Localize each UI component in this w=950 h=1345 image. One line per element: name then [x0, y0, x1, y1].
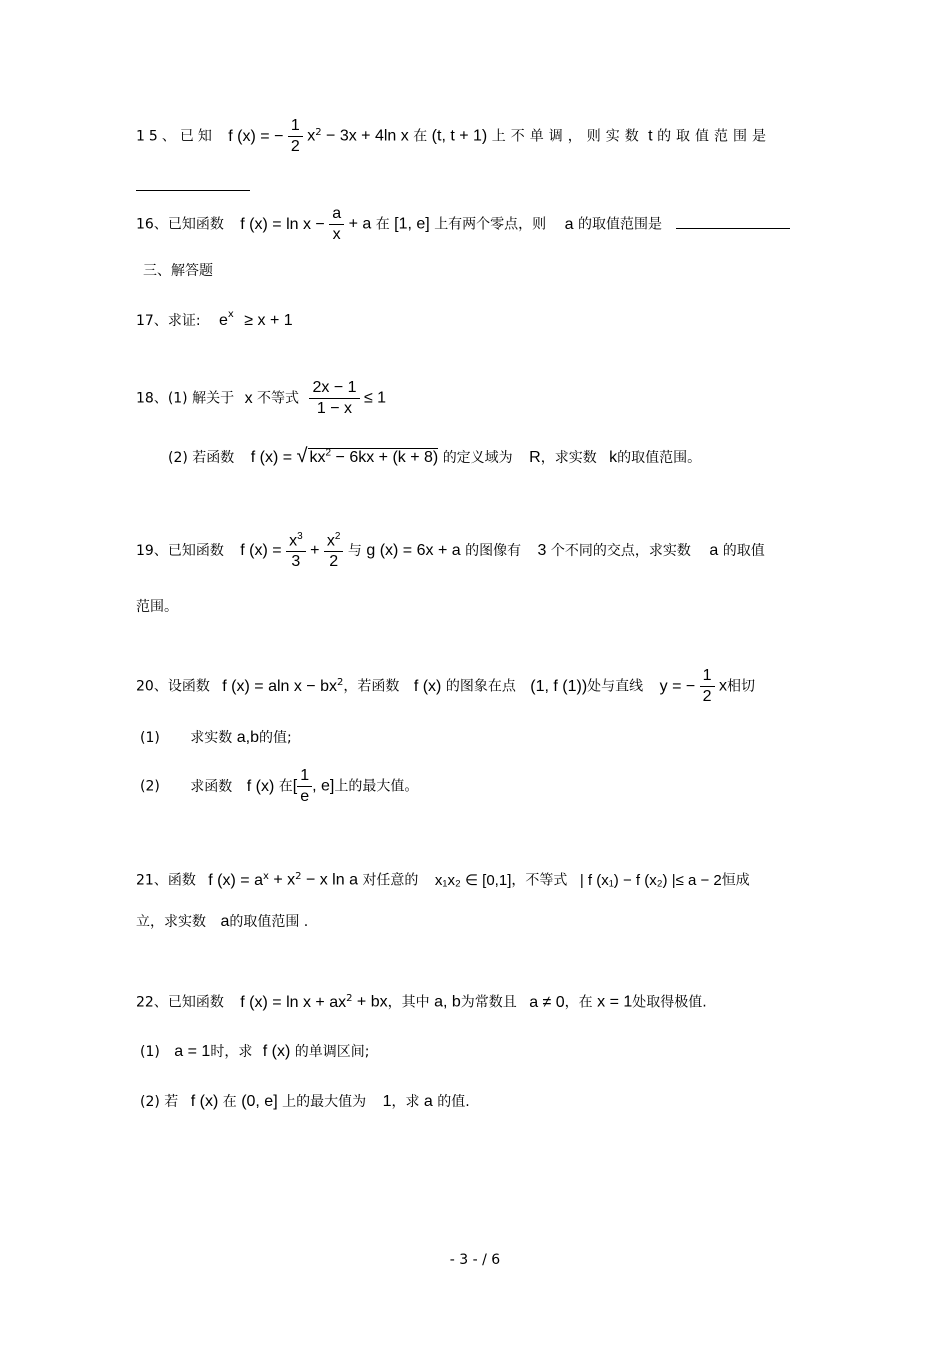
q22-part2	[140, 1094, 470, 1110]
q19-text: 的图像有	[465, 543, 522, 560]
q20-text2: 的图象在点	[445, 678, 516, 695]
q20-line-x: x	[719, 677, 728, 695]
q18-text3: ，求实数	[540, 450, 597, 466]
q21-text2: ，不等式	[511, 872, 568, 889]
q22-part1-a: a = 1	[174, 1043, 211, 1060]
q20-point: (1, f (1))	[530, 677, 588, 695]
q21-line1	[136, 872, 750, 889]
q20-text4: 相切	[727, 678, 756, 695]
q18-sqrt-exponent: 2	[325, 447, 332, 459]
q19-f1-x: x	[289, 532, 298, 550]
q18-x: x	[244, 389, 253, 407]
q22-a-neq: a ≠ 0	[529, 993, 565, 1011]
q19-plus: +	[310, 542, 320, 560]
q15-x: x	[307, 127, 316, 145]
q19-text2: 个不同的交点，求实数	[550, 543, 691, 560]
q21-text3: 恒成	[721, 872, 750, 889]
q22-part2-interval: (0, e]	[241, 1093, 278, 1110]
q19-f2-exp: 2	[334, 531, 341, 542]
q18-k: k	[609, 449, 618, 466]
q17-number: 17、求证:	[136, 313, 201, 329]
q22-text2: 为常数且	[460, 994, 517, 1011]
q20-fraction-numerator: 1	[700, 668, 715, 687]
q19-g: g (x) = 6x + a	[366, 542, 461, 560]
q18-function: f (x) =	[250, 449, 293, 466]
q18-part2-label: (2) 若函数	[168, 450, 235, 466]
q15-fraction	[288, 118, 303, 155]
q16-a: a	[564, 215, 574, 233]
q21-exp2: 2	[295, 871, 302, 882]
q16-line	[136, 206, 790, 243]
q16-fraction	[329, 206, 344, 243]
q18-line1	[136, 380, 386, 417]
q20-part2-open: [	[292, 777, 298, 795]
q18-fraction-numerator: 2x − 1	[309, 380, 359, 399]
q20-part2-fraction-denominator: e	[300, 788, 310, 805]
q17-line	[136, 310, 293, 329]
q20-fx: f (x)	[413, 677, 442, 695]
q20-fraction-denominator: 2	[702, 688, 712, 705]
q19-fraction2-denominator: 2	[329, 553, 339, 571]
q22-rest: + bx	[352, 993, 388, 1011]
q22-number: 22、已知函数	[136, 994, 224, 1011]
q22-part2-one: 1	[382, 1093, 392, 1110]
q19-function: f (x) =	[240, 542, 282, 560]
q18-sqrt-sign: √	[296, 445, 308, 467]
q19-line1	[136, 532, 765, 570]
q22-part2-zai: 在	[222, 1094, 237, 1110]
q20-exponent: 2	[337, 676, 344, 688]
q20-function: f (x) = aln x − bx	[222, 677, 337, 695]
q20-line-y: y = −	[659, 677, 696, 695]
q20-line1	[136, 668, 755, 705]
q15-line	[136, 118, 816, 155]
q21-text: 对任意的	[362, 872, 419, 889]
q15-fraction-denominator: 2	[290, 138, 300, 155]
q21-mid: + x	[268, 871, 296, 889]
q22-part2-f: f (x)	[190, 1093, 219, 1110]
q18-number: 18、(1) 解关于	[136, 390, 235, 407]
q15-t: t	[648, 127, 653, 145]
q21-a: a	[220, 913, 230, 930]
q22-text: ，其中	[387, 994, 430, 1011]
q16-function: f (x) = ln x −	[240, 215, 325, 233]
q19-fraction1-denominator: 3	[291, 553, 301, 571]
q21-line2	[136, 914, 308, 930]
q19-yu: 与	[347, 543, 362, 560]
q15-interval: (t, t + 1)	[431, 127, 488, 145]
q22-text4: 处取得极值.	[632, 994, 707, 1011]
q20-part2-fraction-numerator: 1	[297, 768, 312, 787]
q19-number: 19、已知函数	[136, 543, 224, 560]
q21-line2-text: 立，求实数	[136, 914, 206, 930]
q19-line2: 范围。	[136, 599, 178, 615]
q15-text2: 的取值范围是	[657, 128, 772, 145]
q20-part2-label: (2)	[140, 778, 160, 795]
q22-function: f (x) = ln x + ax	[240, 993, 347, 1011]
q19-f1-exp: 3	[297, 531, 303, 542]
q17-exponent: x	[227, 309, 234, 320]
q20-part1	[140, 730, 292, 746]
page-number: - 3 - / 6	[449, 1252, 501, 1268]
q20-part2-close: , e]	[312, 777, 335, 795]
q20-text: ，若函数	[343, 678, 400, 695]
q15-blank-line	[136, 176, 250, 191]
q17-rest: ≥ x + 1	[244, 312, 293, 329]
q15-zai: 在	[413, 128, 428, 145]
q22-part1-label: (1)	[140, 1044, 160, 1060]
q16-fraction-numerator: a	[329, 206, 344, 225]
q15-exponent: 2	[315, 126, 322, 138]
q21-xs: x₁x₂ ∈ [0,1]	[434, 871, 512, 889]
q16-zai: 在	[375, 216, 390, 233]
q18-text4: 的取值范围。	[617, 450, 702, 466]
q20-fraction	[700, 668, 715, 705]
q16-blank-line	[676, 214, 790, 229]
q20-part2-text2: 上的最大值。	[334, 778, 419, 795]
q16-text: 上有两个零点，则	[434, 216, 547, 233]
q19-fraction1	[286, 532, 306, 570]
q18-fraction-denominator: 1 − x	[316, 400, 353, 417]
q20-part1-label: (1)	[140, 730, 160, 746]
q22-part2-text3: 的值.	[437, 1094, 470, 1110]
q15-function: f (x) = −	[228, 127, 284, 145]
q18-fraction	[309, 380, 359, 417]
q20-number: 20、设函数	[136, 678, 210, 695]
q15-text: 上不单调，则实数	[491, 128, 644, 145]
q18-R: R	[529, 449, 541, 466]
q22-exponent: 2	[346, 993, 353, 1004]
q20-part2-zai: 在	[278, 778, 293, 795]
q20-part2-f: f (x)	[246, 777, 275, 795]
q18-sqrt-b: − 6kx + (k + 8)	[331, 449, 439, 466]
q21-rest: − x ln a	[301, 871, 358, 889]
q20-part1-ab: a,b	[236, 729, 259, 746]
q21-function: f (x) = a	[208, 871, 263, 889]
q16-text2: 的取值范围是	[578, 216, 662, 233]
q19-fraction2	[324, 532, 344, 570]
q15-expr: − 3x + 4ln x	[321, 127, 409, 145]
q22-part1	[140, 1044, 370, 1060]
q18-sqrt-a: kx	[309, 449, 326, 466]
q20-part2	[140, 768, 418, 805]
q22-part1-text: 时，求	[210, 1044, 253, 1060]
q16-expr: + a	[348, 215, 372, 233]
q19-fraction1-numerator	[286, 532, 306, 552]
q18-text2: 的定义域为	[442, 450, 513, 466]
q16-number: 16、已知函数	[136, 216, 224, 233]
q18-line2	[168, 446, 701, 466]
q21-number: 21、函数	[136, 872, 196, 889]
q19-three: 3	[537, 542, 547, 560]
q22-line1	[136, 994, 707, 1011]
q19-fraction2-numerator	[324, 532, 344, 552]
q15-number: 15、已知	[136, 128, 216, 145]
q20-text3: 处与直线	[587, 678, 644, 695]
q21-inequality: | f (x₁) − f (x₂) |≤ a − 2	[579, 871, 722, 889]
q18-text: 不等式	[257, 390, 300, 407]
q22-ab: a, b	[434, 993, 461, 1011]
q22-part1-text2: 的单调区间;	[294, 1044, 370, 1060]
q22-x1: x = 1	[597, 993, 633, 1011]
q22-part2-text2: ，求	[391, 1094, 420, 1110]
q19-f2-x: x	[326, 532, 335, 550]
q19-text3: 的取值	[722, 543, 765, 560]
q19-a: a	[709, 542, 719, 560]
q22-part2-label: (2) 若	[140, 1094, 179, 1110]
q20-part1-text: 求实数	[190, 730, 233, 746]
q20-part2-text: 求函数	[190, 778, 233, 795]
q15-fraction-numerator: 1	[288, 118, 303, 137]
q21-exp1: x	[262, 871, 269, 882]
q15-answer-blank	[136, 176, 250, 194]
q22-part2-a: a	[423, 1093, 433, 1110]
q21-line2-text2: 的取值范围 .	[229, 914, 309, 930]
section-heading: 三、解答题	[143, 263, 213, 279]
q18-sqrt-body	[308, 448, 439, 466]
q18-le: ≤ 1	[363, 389, 387, 407]
q22-text3: ，在	[564, 994, 593, 1011]
q17-e: e	[218, 312, 228, 329]
q16-interval: [1, e]	[394, 215, 430, 233]
q22-part1-f: f (x)	[262, 1043, 291, 1060]
q22-part2-text: 上的最大值为	[282, 1094, 367, 1110]
q20-part2-fraction	[297, 768, 312, 805]
q16-fraction-denominator: x	[332, 226, 341, 243]
q20-part1-text2: 的值;	[259, 730, 292, 746]
